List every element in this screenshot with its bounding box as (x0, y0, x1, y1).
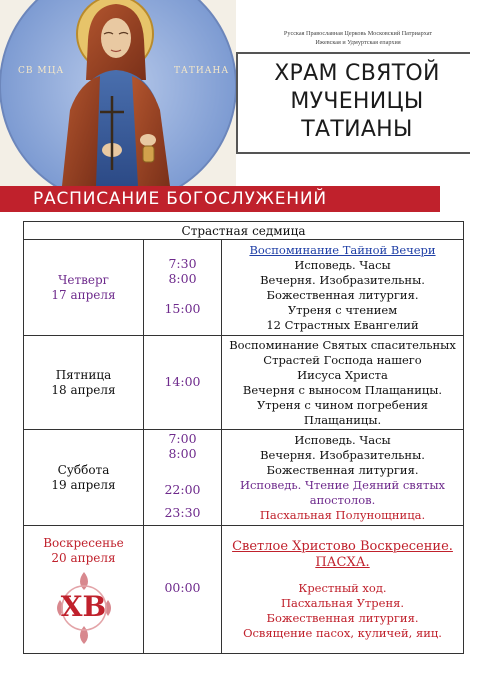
xv-monogram (52, 570, 116, 646)
service-line: ПАСХА. (315, 554, 370, 570)
service-line: Воспоминание Святых спасительных (229, 337, 456, 352)
service-line: Вечерня. Изобразительны. (260, 272, 425, 287)
saint-tatiana-icon (0, 0, 236, 186)
schedule-banner (0, 186, 440, 212)
service-line: Пасхальная Утреня. (280, 595, 405, 610)
day-name: Суббота (57, 462, 110, 477)
time-value: 22:00 (164, 482, 201, 497)
day-date: 19 апреля (51, 477, 116, 492)
service-line: Исповедь. Часы (294, 432, 391, 447)
time-value: 23:30 (164, 505, 201, 520)
service-line: Утреня с чином погребения (256, 397, 429, 412)
service-line: Вечерня с выносом Плащаницы. (242, 382, 443, 397)
day-date: 17 апреля (51, 287, 116, 302)
time-value: 8:00 (168, 271, 197, 286)
church-title-line-1: ХРАМ СВЯТОЙ (274, 61, 440, 86)
day-cell-thursday (24, 240, 144, 336)
church-title-block (236, 52, 470, 154)
table-row (24, 240, 464, 336)
service-line: Божественная литургия. (266, 610, 419, 625)
section-title: Страстная седмица (24, 222, 464, 240)
schedule-banner-title: РАСПИСАНИЕ БОГОСЛУЖЕНИЙ (33, 189, 327, 209)
day-name: Четверг (58, 272, 109, 287)
icon-inscription-left: СВ МЦА (18, 66, 65, 76)
day-cell-saturday (24, 430, 144, 526)
service-line: Божественная литургия. (266, 462, 419, 477)
diocese-line-2: Ижевская и Удмуртская епархия (315, 38, 401, 46)
service-line: Пасхальная Полунощница. (259, 507, 426, 522)
service-line: Исповедь. Часы (294, 257, 391, 272)
service-line: апостолов. (309, 492, 376, 507)
time-cell-thursday (144, 240, 222, 336)
table-row (24, 430, 464, 526)
day-name: Пятница (55, 367, 112, 382)
services-cell-saturday (222, 430, 464, 526)
service-line: Светлое Христово Воскресение. (232, 538, 453, 554)
xv-monogram-text: ХВ (60, 590, 107, 623)
services-cell-sunday (222, 526, 464, 654)
service-line: Исповедь. Чтение Деяний святых (239, 477, 446, 492)
service-line: Утреня с чтением (287, 302, 398, 317)
time-value: 00:00 (164, 580, 201, 595)
saint-icon-image (0, 0, 236, 186)
icon-inscription-right: ТАТИАНА (174, 66, 230, 76)
diocese-caption (258, 30, 458, 47)
day-date: 18 апреля (51, 382, 116, 397)
service-line: Плащаницы. (303, 412, 382, 427)
day-cell-sunday (24, 526, 144, 654)
time-cell-friday (144, 336, 222, 430)
diocese-line-1: Русская Православная Церковь Московский Патриархат (283, 30, 433, 37)
day-date: 20 апреля (51, 551, 116, 565)
church-title-line-2: МУЧЕНИЦЫ (290, 89, 424, 114)
time-value: 15:00 (164, 301, 201, 316)
header (236, 0, 480, 186)
time-cell-sunday (144, 526, 222, 654)
day-cell-friday (24, 336, 144, 430)
service-line: Вечерня. Изобразительны. (260, 447, 425, 462)
service-line: Освящение пасох, куличей, яиц. (243, 625, 442, 640)
service-line: Страстей Господа нашего (263, 352, 422, 367)
services-cell-friday (222, 336, 464, 430)
time-value: 14:00 (164, 374, 201, 389)
church-title-line-3: ТАТИАНЫ (301, 117, 413, 142)
time-value: 8:00 (168, 446, 197, 461)
services-cell-thursday (222, 240, 464, 336)
service-line: Иисуса Христа (297, 367, 388, 382)
time-value: 7:30 (168, 256, 197, 271)
section-row (24, 222, 464, 240)
schedule-table (23, 221, 464, 654)
service-line: Божественная литургия. (266, 287, 419, 302)
time-value: 7:00 (168, 431, 197, 446)
table-row (24, 526, 464, 654)
service-line: Воспоминание Тайной Вечери (249, 242, 436, 257)
service-line: Крестный ход. (298, 580, 387, 595)
service-line: 12 Страстных Евангелий (266, 317, 419, 332)
table-row (24, 336, 464, 430)
day-name: Воскресенье (43, 536, 124, 550)
time-cell-saturday (144, 430, 222, 526)
